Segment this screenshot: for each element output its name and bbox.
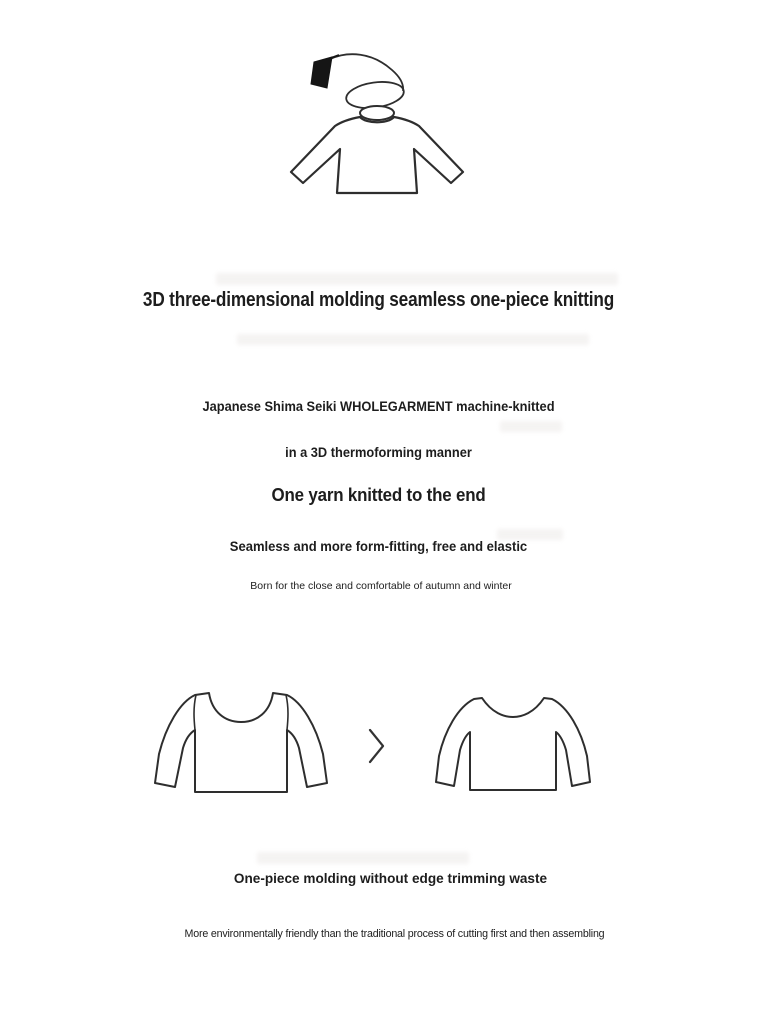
arrow-right-icon — [366, 727, 388, 765]
intro-line-thermoforming: in a 3D thermoforming manner — [285, 445, 472, 460]
ghost-text-artifact — [500, 421, 562, 432]
footer-title: One-piece molding without edge trimming waste — [233, 870, 548, 886]
page-title: 3D three-dimensional molding seamless one-piece knitting — [142, 289, 615, 311]
footer-subtitle: More environmentally friendly than the traditional process of cutting first and then assembling — [184, 928, 605, 940]
yarn-cone-sweater-illustration — [276, 50, 480, 205]
seamless-sweater-illustration — [430, 690, 596, 802]
intro-line-seamless: Seamless and more form-fitting, free and elastic — [229, 538, 528, 554]
intro-line-machine: Japanese Shima Seiki WHOLEGARMENT machine-knitted — [202, 399, 555, 414]
intro-line-one-yarn: One yarn knitted to the end — [271, 485, 486, 505]
ghost-text-artifact — [216, 273, 618, 285]
ghost-text-artifact — [257, 852, 469, 864]
cut-and-sew-sweater-illustration — [146, 686, 336, 804]
ghost-text-artifact — [237, 334, 589, 345]
intro-line-born-for: Born for the close and comfortable of autumn and winter — [250, 580, 512, 592]
